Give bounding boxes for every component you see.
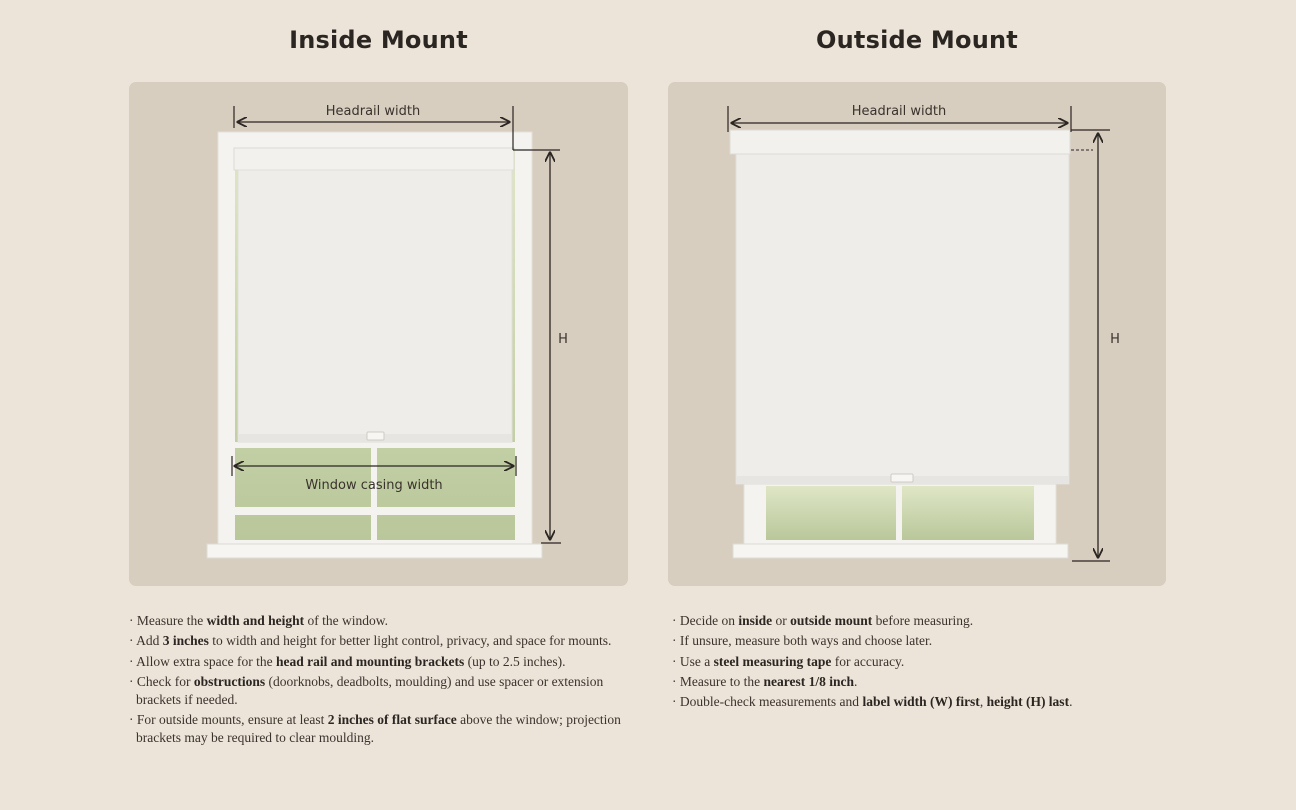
note-item <box>129 653 634 671</box>
note-emphasis: label width (W) first <box>862 694 980 710</box>
note-text: for accuracy. <box>831 653 905 669</box>
note-text: Decide on <box>679 613 739 628</box>
note-emphasis: steel measuring tape <box>713 653 832 669</box>
note-text: before measuring. <box>872 613 974 628</box>
note-text: of the window. <box>304 613 389 628</box>
inside-mount-diagram <box>129 82 628 586</box>
note-text: Add <box>136 633 163 649</box>
window-sill <box>733 544 1068 558</box>
note-text: For outside mounts, ensure at least <box>136 712 328 728</box>
casing-width-label: Window casing width <box>305 478 443 493</box>
note-emphasis: obstructions <box>193 673 266 689</box>
note-emphasis: 2 inches of flat surface <box>327 712 457 728</box>
height-label: H <box>558 332 568 347</box>
outside-mount-illustration <box>668 82 1166 586</box>
note-item <box>672 693 1172 711</box>
headrail <box>730 130 1070 154</box>
note-text: Use a <box>679 653 714 669</box>
note-item <box>129 673 634 709</box>
note-text: above the window; projection brackets may be required to clear moulding. <box>136 712 621 746</box>
note-emphasis: width and height <box>206 613 305 628</box>
note-item <box>129 711 634 747</box>
note-item <box>672 612 1172 630</box>
note-emphasis: outside mount <box>790 613 873 628</box>
note-text: to width and height for better light control, privacy, and space for mounts. <box>208 633 612 649</box>
roller-shade <box>238 170 512 442</box>
note-text: Allow extra space for the <box>136 653 276 669</box>
note-text: or <box>772 613 791 628</box>
outside-mount-notes <box>672 612 1172 713</box>
roller-shade <box>736 154 1069 484</box>
height-label: H <box>1110 332 1120 347</box>
inside-mount-title: Inside Mount <box>289 26 468 54</box>
note-text: . <box>1069 694 1073 710</box>
headrail-width-label: Headrail width <box>851 104 947 119</box>
note-item <box>129 632 634 650</box>
note-item <box>672 653 1172 671</box>
inside-mount-notes <box>129 612 634 749</box>
note-text: If unsure, measure both ways and choose later. <box>679 633 933 649</box>
note-item <box>672 632 1172 650</box>
note-text: Measure the <box>136 613 207 628</box>
note-text: Check for <box>136 673 194 689</box>
headrail-width-label: Headrail width <box>325 104 421 119</box>
shade-pull-tab <box>891 474 913 482</box>
note-emphasis: head rail and mounting brackets <box>275 653 465 669</box>
outside-mount-title: Outside Mount <box>816 26 1018 54</box>
window-sill <box>207 544 542 558</box>
note-text: (up to 2.5 inches). <box>464 653 566 669</box>
note-text: . <box>853 673 858 689</box>
note-emphasis: height (H) last <box>986 694 1070 710</box>
inside-mount-illustration <box>129 82 628 586</box>
note-item <box>672 673 1172 691</box>
note-text: Double-check measurements and <box>679 694 863 710</box>
outside-mount-diagram <box>668 82 1166 586</box>
note-text: (doorknobs, deadbolts, moulding) and use spacer or extension brackets if needed. <box>136 673 604 707</box>
note-emphasis: nearest 1/8 inch <box>763 673 854 689</box>
note-text: Measure to the <box>679 673 764 689</box>
shade-pull-tab <box>367 432 384 440</box>
note-emphasis: 3 inches <box>162 633 209 649</box>
headrail <box>234 148 514 170</box>
note-emphasis: inside <box>738 613 773 628</box>
note-item <box>129 612 634 630</box>
note-text: , <box>979 694 987 710</box>
